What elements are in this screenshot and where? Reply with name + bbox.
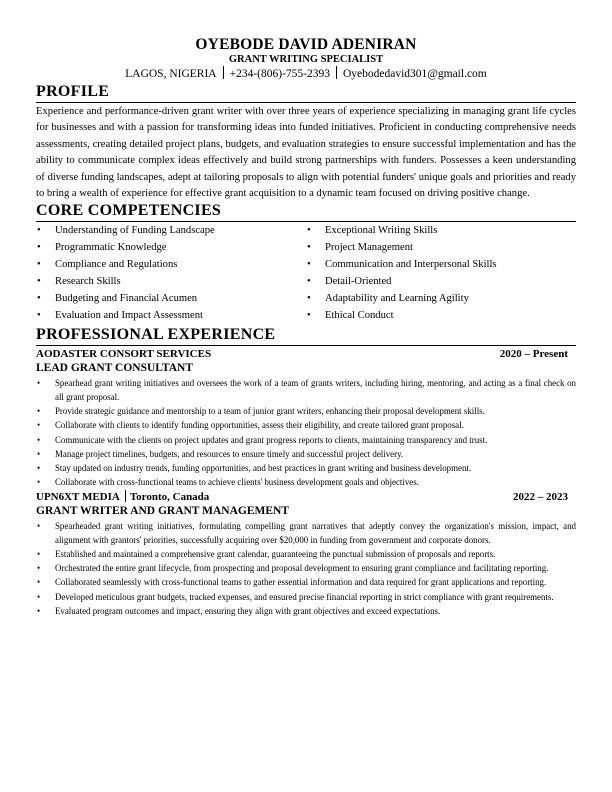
job-role: LEAD GRANT CONSULTANT [36, 361, 193, 374]
email-link[interactable]: Oyebodedavid301@gmail.com [342, 68, 487, 80]
list-item: • Communicate with the clients on project updates and grant progress reports to clients, maintaining transparency and trust. [36, 433, 576, 447]
list-item: • Research Skills [36, 274, 306, 291]
candidate-name: OYEBODE DAVID ADENIRAN [195, 36, 417, 53]
profile-text: Experience and performance-driven grant writer with over three years of experience specializing in managing grant life cycles for businesses and with a passion for transforming ideas into funded initiatives. Proficient in conducting comprehensive needs assessments, creating detailed project plans, budgets, and evaluation strategies to ensure successful implementation and has the ability to communicate complex ideas effectively and build strong partnerships with funders. Possesses a keen understanding of diverse funding landscapes, adept at tailoring proposals to align with potential funders' unique goals and priorities and ready to bring a wealth of experience for effective grant acquisition to a dynamic team focused on driving positive change. [36, 106, 576, 200]
list-item: • Understanding of Funding Landscape [36, 223, 306, 240]
profile-heading: PROFILE [36, 83, 576, 103]
list-item: • Project Management [306, 240, 576, 257]
list-item: • Established and maintained a comprehensive grant calendar, guaranteeing the punctual submission of proposals and reports. [36, 547, 576, 561]
company-name: UPN6XT MEDIA [36, 490, 120, 503]
competencies-right [306, 223, 576, 324]
list-item: • Orchestrated the entire grant lifecycle, from prospecting and proposal development to ensuring grant compliance and facilitating reporting. [36, 561, 576, 575]
location: LAGOS, NIGERIA [125, 68, 217, 80]
job-role: GRANT WRITER AND GRANT MANAGEMENT [36, 504, 290, 517]
list-item: • Provide strategic guidance and mentorship to a team of junior grant writers, enhancing their proposal development skills. [36, 404, 576, 418]
list-item: • Exceptional Writing Skills [306, 223, 576, 240]
experience-heading: PROFESSIONAL EXPERIENCE [36, 326, 576, 346]
company-name: AODASTER CONSORT SERVICES [36, 347, 212, 360]
separator [336, 66, 337, 79]
list-item: • Spearheaded grant writing initiatives, formulating compelling grant narratives that adeptly convey the organization's mission, impact, and alignment with grantors' priorities, successfully acquiring over $20,000 in funding from government and corporate donors. [36, 519, 576, 547]
separator [125, 490, 126, 502]
list-item: • Collaborate with cross-functional teams to achieve clients' business development goals and objectives. [36, 475, 576, 489]
list-item: • Communication and Interpersonal Skills [306, 257, 576, 274]
list-item: • Ethical Conduct [306, 308, 576, 325]
competencies-left [36, 223, 306, 324]
list-item: • Manage project timelines, budgets, and resources to ensure timely and successful project delivery. [36, 447, 576, 461]
competencies-heading: CORE COMPETENCIES [36, 202, 576, 222]
candidate-title: GRANT WRITING SPECIALIST [228, 54, 384, 65]
list-item: • Spearhead grant writing initiatives and oversees the work of a team of grants writers, including hiring, mentoring, and acting as a final check on all grant proposal. [36, 376, 576, 404]
job-dates: 2022 – 2023 [513, 490, 568, 503]
separator [223, 66, 224, 79]
list-item: • Budgeting and Financial Acumen [36, 291, 306, 308]
list-item: • Evaluated program outcomes and impact, ensuring they align with grant objectives and exceed expectations. [36, 604, 576, 618]
company-location: Toronto, Canada [129, 490, 210, 503]
job-header [36, 490, 576, 504]
list-item: • Collaborated seamlessly with cross-functional teams to gather essential information and data required for grant applications and reporting. [36, 575, 576, 589]
list-item: • Detail-Oriented [306, 274, 576, 291]
contact-line [36, 66, 576, 83]
job-bullets [36, 519, 576, 618]
list-item: • Stay updated on industry trends, funding opportunities, and best practices in grant writing and business development. [36, 461, 576, 475]
list-item: • Compliance and Regulations [36, 257, 306, 274]
resume-page [36, 36, 576, 618]
competencies-list [36, 223, 576, 324]
list-item: • Programmatic Knowledge [36, 240, 306, 257]
job-bullets [36, 376, 576, 490]
list-item: • Collaborate with clients to identify funding opportunities, assess their eligibility, and create tailored grant proposal. [36, 418, 576, 432]
list-item: • Adaptability and Learning Agility [306, 291, 576, 308]
job-dates: 2020 – Present [499, 347, 568, 360]
phone: +234-(806)-755-2393 [229, 68, 330, 80]
list-item: • Evaluation and Impact Assessment [36, 308, 306, 325]
job-header [36, 347, 576, 361]
list-item: • Developed meticulous grant budgets, tracked expenses, and ensured precise financial reporting in strict compliance with grant requirements. [36, 590, 576, 604]
